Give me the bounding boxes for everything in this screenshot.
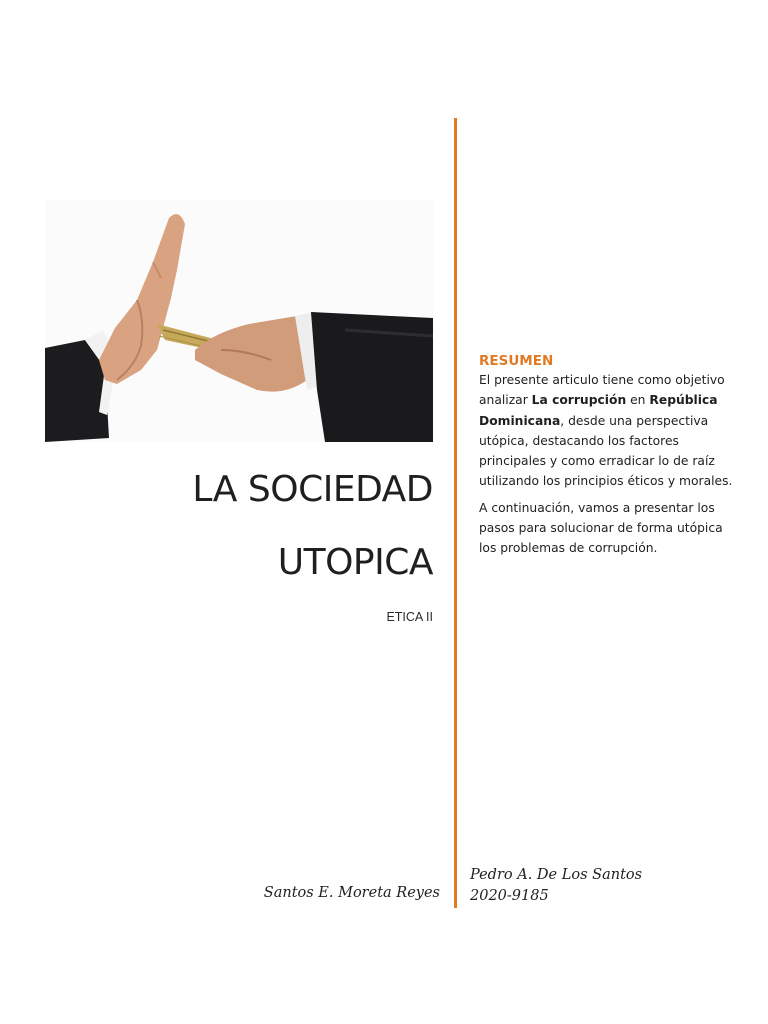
abstract-paragraph-2: A continuación, vamos a presentar los pasos para solucionar de forma utópica los problemas de corrupción.: [479, 500, 723, 556]
abstract-heading: RESUMEN: [479, 353, 554, 369]
vertical-divider: [454, 118, 457, 908]
author-name-right: Pedro A. De Los Santos: [470, 867, 643, 883]
cover-image-bribe-refusal: [45, 200, 433, 442]
abstract-bold-term: República Dominicana: [479, 393, 718, 428]
author-name-left: Santos E. Moreta Reyes: [263, 885, 440, 901]
abstract-text: en: [626, 393, 650, 408]
abstract-paragraph-1: [479, 370, 737, 492]
student-id: 2020-9185: [470, 888, 549, 904]
course-label: ETICA II: [386, 610, 433, 624]
abstract-text: , desde una perspectiva utópica, destacando los factores principales y como erradicar lo de raíz utilizando los principios éticos y morales.: [479, 413, 733, 489]
author-block-right: [470, 865, 642, 907]
abstract-section: [479, 352, 737, 565]
abstract-text: El presente articulo tiene como objetivo analizar: [479, 373, 725, 408]
document-title-line-2: UTOPICA: [277, 542, 433, 583]
document-title-line-1: LA SOCIEDAD: [192, 469, 433, 510]
abstract-bold-term: La corrupción: [531, 393, 627, 408]
